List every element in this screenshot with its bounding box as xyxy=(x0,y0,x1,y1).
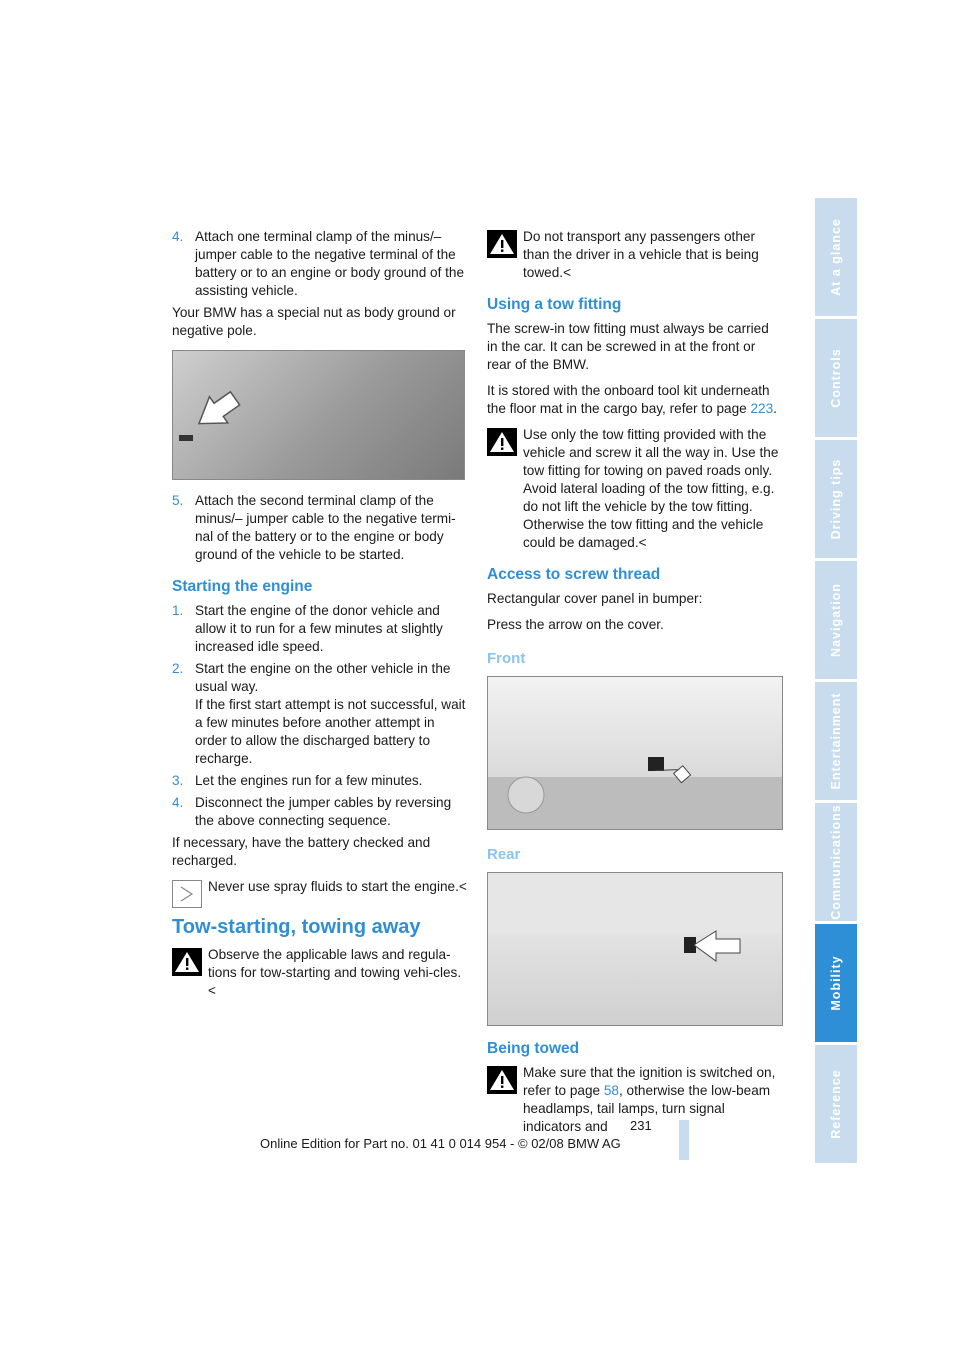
tab-label: Navigation xyxy=(829,583,843,657)
step-text: Attach the second terminal clamp of the minus/– jumper cable to the negative termi-nal of the battery or to the engine or body ground of the vehicle to be started. xyxy=(195,493,456,562)
tab-label: Driving tips xyxy=(829,458,843,540)
note-spray-fluids xyxy=(172,878,467,896)
warning-text: Do not transport any passengers other than the driver in a vehicle that is being towed. xyxy=(523,229,759,280)
warning-icon xyxy=(487,1066,517,1094)
front-bumper-photo xyxy=(487,676,783,830)
tab-label: At a glance xyxy=(829,218,843,296)
warning-text-cont: , otherwise the low-beam headlamps, tail lamps, turn signal indicators and xyxy=(523,1083,771,1134)
tow-starting-heading: Tow-starting, towing away xyxy=(172,916,421,938)
step-text: Let the engines run for a few minutes. xyxy=(195,773,423,788)
start-step-2 xyxy=(172,660,467,768)
step-text: Disconnect the jumper cables by reversing the above connecting sequence. xyxy=(195,795,452,828)
access-paragraph-1: Rectangular cover panel in bumper: xyxy=(487,591,703,606)
arrow-icon xyxy=(488,677,782,829)
page-link-223[interactable]: 223 xyxy=(750,401,774,416)
rear-heading: Rear xyxy=(487,846,521,863)
tab-driving-tips[interactable] xyxy=(815,440,857,561)
start-step-3 xyxy=(172,772,467,790)
arrow-icon xyxy=(173,351,464,479)
tab-at-a-glance[interactable] xyxy=(815,198,857,319)
note-icon xyxy=(172,880,202,908)
page-number: 231 xyxy=(630,1118,652,1133)
front-heading: Front xyxy=(487,650,526,667)
start-step-1 xyxy=(172,602,467,656)
starting-engine-heading: Starting the engine xyxy=(172,578,313,595)
step-number: 3. xyxy=(172,773,184,788)
end-mark: < xyxy=(638,535,647,550)
warning-tow-only xyxy=(487,426,783,552)
step-text: Start the engine on the other vehicle in the usual way. xyxy=(195,661,451,694)
warning-icon xyxy=(487,230,517,258)
tab-navigation[interactable] xyxy=(815,561,857,682)
tab-controls[interactable] xyxy=(815,319,857,440)
tab-label: Controls xyxy=(829,348,843,408)
footer-edition: Online Edition for Part no. 01 41 0 014 954 - © 02/08 BMW AG xyxy=(260,1136,621,1151)
note-text: Never use spray fluids to start the engine. xyxy=(208,879,459,894)
end-mark: < xyxy=(208,983,216,998)
engine-bay-photo xyxy=(172,350,465,480)
left-column xyxy=(172,228,467,1008)
tab-label: Communications xyxy=(829,804,843,920)
arrow-icon xyxy=(488,873,782,1025)
access-paragraph-2: Press the arrow on the cover. xyxy=(487,617,664,632)
warning-text: Make sure that the ignition is switched on, refer to page xyxy=(523,1065,776,1098)
rear-bumper-photo xyxy=(487,872,783,1026)
tab-label: Reference xyxy=(829,1069,843,1139)
tab-entertainment[interactable] xyxy=(815,682,857,803)
warning-icon xyxy=(172,948,202,976)
step-number: 4. xyxy=(172,795,184,810)
step-5-attach-second-clamp xyxy=(172,492,467,564)
tow-fitting-paragraph-2: It is stored with the onboard tool kit underneath the floor mat in the cargo bay, refer to page 223. xyxy=(487,383,777,416)
step-number: 1. xyxy=(172,603,184,618)
warning-icon xyxy=(487,428,517,456)
battery-check-paragraph: If necessary, have the battery checked and recharged. xyxy=(172,835,431,868)
warning-text: Observe the applicable laws and regula-tions for tow-starting and towing vehi-cles. xyxy=(208,947,462,980)
chapter-sidebar xyxy=(815,198,857,1166)
start-step-4 xyxy=(172,794,467,830)
step-number: 4. xyxy=(172,229,184,244)
step-number: 2. xyxy=(172,661,184,676)
tow-fitting-paragraph-1: The screw-in tow fitting must always be carried in the car. It can be screwed in at the front or rear of the BMW. xyxy=(487,321,769,372)
tab-mobility[interactable] xyxy=(815,924,857,1045)
tab-label: Entertainment xyxy=(829,692,843,790)
footer-marker xyxy=(679,1120,689,1160)
step-4-attach-clamp xyxy=(172,228,467,300)
step-2-extra: If the first start attempt is not successful, wait a few minutes before another attempt in order to allow the discharged battery to recharge. xyxy=(195,697,466,766)
end-mark: < xyxy=(458,879,467,894)
warning-text-wrap xyxy=(172,946,467,1000)
warning-laws xyxy=(172,946,467,1000)
being-towed-heading: Being towed xyxy=(487,1040,580,1057)
step-number: 5. xyxy=(172,493,184,508)
paragraph-text: It is stored with the onboard tool kit underneath the floor mat in the cargo bay, refer to page xyxy=(487,383,770,416)
warning-text-wrap xyxy=(487,426,783,552)
access-heading: Access to screw thread xyxy=(487,566,661,583)
tab-reference[interactable] xyxy=(815,1045,857,1166)
right-column xyxy=(487,228,783,1144)
body-ground-paragraph: Your BMW has a special nut as body ground or negative pole. xyxy=(172,305,456,338)
step-text: Start the engine of the donor vehicle and allow it to run for a few minutes at slightly increased idle speed. xyxy=(195,603,443,654)
warning-text-wrap xyxy=(487,228,783,282)
tab-communications[interactable] xyxy=(815,803,857,924)
page-link-58[interactable]: 58 xyxy=(603,1083,619,1098)
warning-passengers xyxy=(487,228,783,282)
warning-text: Use only the tow fitting provided with the vehicle and screw it all the way in. Use the tow fitting for towing on paved roads only. Avoid lateral loading of the tow fitting, e.g. do not lift the vehicle by the tow fitting. Otherwise the tow fitting and the vehicle could be damaged. xyxy=(523,427,779,550)
step-text: Attach one terminal clamp of the minus/– jumper cable to the negative terminal of the battery or to an engine or body ground of the assisting vehicle. xyxy=(195,229,465,298)
tow-fitting-heading: Using a tow fitting xyxy=(487,296,622,313)
tab-label: Mobility xyxy=(829,955,843,1011)
end-mark: < xyxy=(563,265,572,280)
